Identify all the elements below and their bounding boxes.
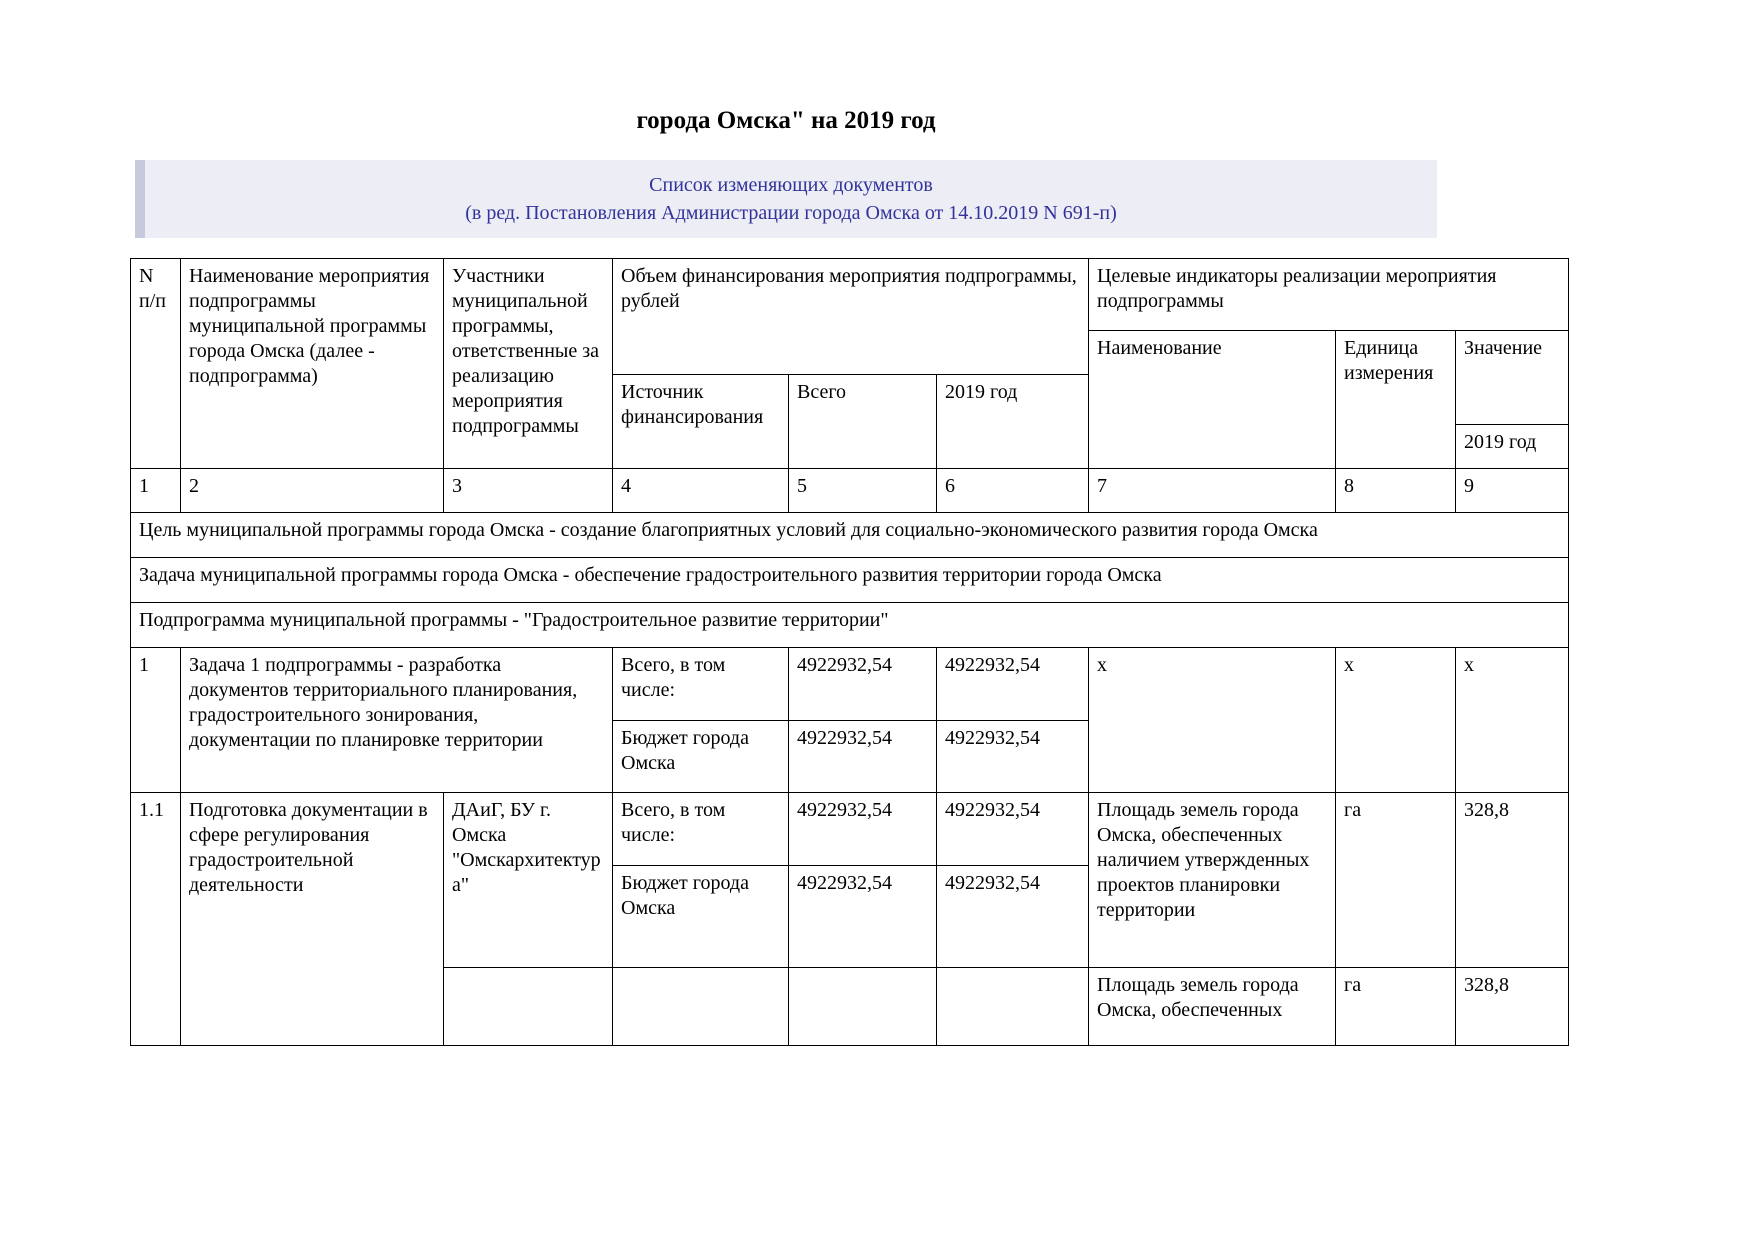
- row-1-1-year-amount-cell: 4922932,54: [937, 793, 1089, 866]
- header-indicator-name-cell: Наименование: [1089, 331, 1336, 469]
- header-name-cell: Наименование мероприятия подпрограммы муниципальной программы города Омска (далее - подпрограмма): [181, 259, 444, 469]
- row-1-1-participants-cell: ДАиГ, БУ г. Омска "Омскархитектура": [444, 793, 613, 968]
- col-number-cell: 8: [1336, 469, 1456, 513]
- row-1-1-indicator1-name-cell: Площадь земель города Омска, обеспеченных наличием утвержденных проектов планировки территории: [1089, 793, 1336, 968]
- row-1-1-name-cell: Подготовка документации в сфере регулирования градостроительной деятельности: [181, 793, 444, 1046]
- column-numbers-row: [131, 469, 1569, 513]
- row-1-1-budget-year-cell: 4922932,54: [937, 866, 1089, 968]
- notice-line-2: (в ред. Постановления Администрации города Омска от 14.10.2019 N 691-п): [465, 202, 1117, 224]
- header-total-cell: Всего: [789, 375, 937, 469]
- task1-budget-total-cell: 4922932,54: [789, 721, 937, 793]
- col-number-cell: 9: [1456, 469, 1569, 513]
- task1-year-amount-cell: 4922932,54: [937, 648, 1089, 721]
- program-table-wrap: [130, 258, 1568, 1046]
- header-num-cell: N п/п: [131, 259, 181, 469]
- section-goal-row: [131, 513, 1569, 558]
- amendments-notice: [135, 160, 1437, 238]
- header-value-cell: Значение: [1456, 331, 1569, 425]
- empty-cell: [789, 968, 937, 1046]
- header-participants-cell: Участники муниципальной программы, ответственные за реализацию мероприятия подпрограммы: [444, 259, 613, 469]
- row-1-1-total-amount-cell: 4922932,54: [789, 793, 937, 866]
- section-goal-cell: Цель муниципальной программы города Омска - создание благоприятных условий для социально-экономического развития города Омска: [131, 513, 1569, 558]
- col-number-cell: 7: [1089, 469, 1336, 513]
- section-task-row: [131, 558, 1569, 603]
- empty-cell: [613, 968, 789, 1046]
- empty-cell: [444, 968, 613, 1046]
- row-1-1-indicator1-value-cell: 328,8: [1456, 793, 1569, 968]
- col-number-cell: 3: [444, 469, 613, 513]
- section-task-cell: Задача муниципальной программы города Омска - обеспечение градостроительного развития территории города Омска: [131, 558, 1569, 603]
- row-1-1-indicator2-unit-cell: га: [1336, 968, 1456, 1046]
- section-subprogram-row: [131, 603, 1569, 648]
- header-source-cell: Источник финансирования: [613, 375, 789, 469]
- col-number-cell: 2: [181, 469, 444, 513]
- col-number-cell: 6: [937, 469, 1089, 513]
- task1-indicator-cell: х: [1089, 648, 1336, 793]
- task1-value-cell: х: [1456, 648, 1569, 793]
- task1-unit-cell: х: [1336, 648, 1456, 793]
- task1-total-amount-cell: 4922932,54: [789, 648, 937, 721]
- col-number-cell: 4: [613, 469, 789, 513]
- header-unit-cell: Единица измерения: [1336, 331, 1456, 469]
- empty-cell: [937, 968, 1089, 1046]
- col-number-cell: 1: [131, 469, 181, 513]
- row-1-1-source-total-cell: Всего, в том числе:: [613, 793, 789, 866]
- row-1-1-budget-total-cell: 4922932,54: [789, 866, 937, 968]
- row-1-1-num-cell: 1.1: [131, 793, 181, 1046]
- task1-name-cell: Задача 1 подпрограммы - разработка документов территориального планирования, градостроительного зонирования, документации по планировке территории: [181, 648, 613, 793]
- program-table: [130, 258, 1569, 1046]
- header-indicators-group-cell: Целевые индикаторы реализации мероприятия подпрограммы: [1089, 259, 1569, 331]
- row-1-1-indicator2-name-cell: Площадь земель города Омска, обеспеченных: [1089, 968, 1336, 1046]
- header-financing-group-cell: Объем финансирования мероприятия подпрограммы, рублей: [613, 259, 1089, 375]
- header-row-1: [131, 259, 1569, 331]
- task1-num-cell: 1: [131, 648, 181, 793]
- row-1-1-source-budget-cell: Бюджет города Омска: [613, 866, 789, 968]
- task1-budget-year-cell: 4922932,54: [937, 721, 1089, 793]
- row-1-1-total: [131, 793, 1569, 866]
- section-subprogram-cell: Подпрограмма муниципальной программы - "Градостроительное развитие территории": [131, 603, 1569, 648]
- task1-row-total: [131, 648, 1569, 721]
- row-1-1-indicator1-unit-cell: га: [1336, 793, 1456, 968]
- col-number-cell: 5: [789, 469, 937, 513]
- task1-source-budget-cell: Бюджет города Омска: [613, 721, 789, 793]
- header-value-year-cell: 2019 год: [1456, 425, 1569, 469]
- page-title: города Омска" на 2019 год: [636, 107, 936, 134]
- notice-line-1: Список изменяющих документов: [649, 174, 933, 196]
- row-1-1-indicator2-value-cell: 328,8: [1456, 968, 1569, 1046]
- task1-source-total-cell: Всего, в том числе:: [613, 648, 789, 721]
- header-year-cell: 2019 год: [937, 375, 1089, 469]
